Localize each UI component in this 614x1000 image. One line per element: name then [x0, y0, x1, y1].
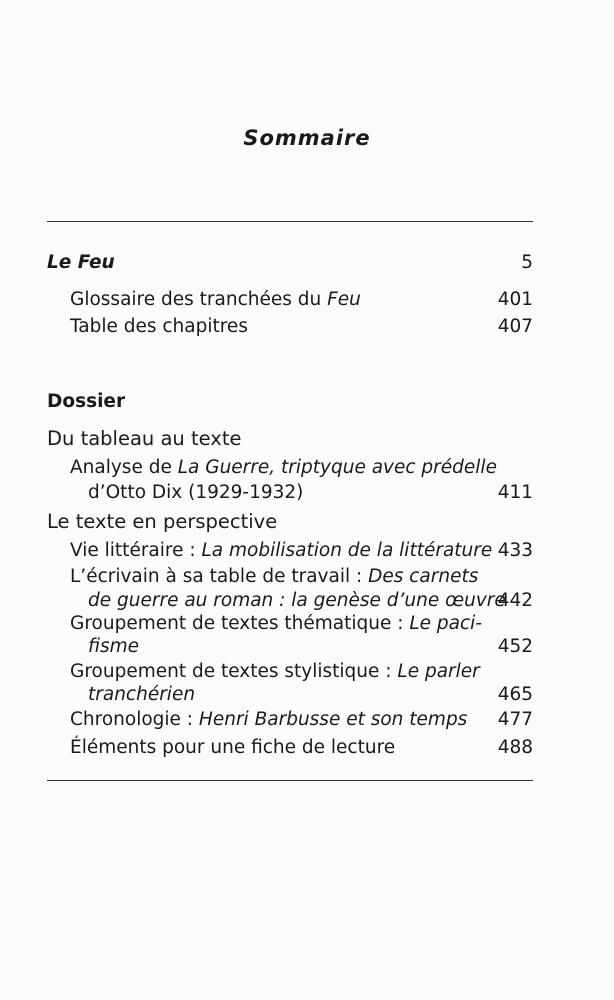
- toc-page: 407: [497, 316, 533, 337]
- toc-entry-stylistique-line2[interactable]: [47, 682, 533, 707]
- toc-entry-ecrivain-line2[interactable]: [47, 588, 533, 613]
- toc-page: 465: [497, 684, 533, 705]
- toc-label: Du tableau au texte: [47, 427, 242, 450]
- toc-entry-analyse-line2[interactable]: [47, 480, 533, 505]
- toc-label: Groupement de textes stylistique :: [70, 661, 398, 682]
- toc-entry-analyse[interactable]: [47, 455, 533, 480]
- toc-label: fisme: [88, 636, 139, 657]
- toc-entry-glossaire[interactable]: [47, 287, 533, 312]
- toc-page: 452: [497, 636, 533, 657]
- toc-entry-thematique[interactable]: [47, 611, 533, 636]
- toc-label-italic: Le paci-: [409, 613, 482, 634]
- toc-label: tranchérien: [88, 684, 196, 705]
- toc-entry-stylistique[interactable]: [47, 659, 533, 684]
- toc-entry-chronologie[interactable]: [47, 707, 533, 732]
- toc-label: de guerre au roman : la genèse d’une œuvre: [88, 590, 506, 611]
- top-divider: [47, 221, 533, 222]
- toc-label: Le Feu: [47, 252, 115, 273]
- toc-page: 411: [497, 482, 533, 503]
- bottom-divider: [47, 780, 533, 781]
- toc-label: d’Otto Dix (1929-1932): [88, 482, 304, 503]
- toc-entry-elements[interactable]: [47, 735, 533, 760]
- toc-label: Glossaire des tranchées du: [70, 289, 328, 310]
- toc-entry-thematique-line2[interactable]: [47, 634, 533, 659]
- toc-entry-le-feu[interactable]: [47, 250, 533, 275]
- page-title: Sommaire: [243, 126, 371, 150]
- toc-page: 401: [497, 289, 533, 310]
- toc-label-italic: Feu: [327, 289, 361, 310]
- toc-label: Analyse de: [70, 457, 178, 478]
- toc-section-perspective: [47, 509, 533, 534]
- toc-entry-ecrivain[interactable]: [47, 564, 533, 589]
- toc-label: Le texte en perspective: [47, 510, 278, 533]
- toc-label-italic: La mobilisation de la littérature: [201, 540, 493, 561]
- toc-page: 5: [521, 252, 533, 273]
- toc-label: Groupement de textes thématique :: [70, 613, 410, 634]
- toc-page: 488: [497, 737, 533, 758]
- toc-section-tableau: [47, 426, 533, 451]
- toc-label: Vie littéraire :: [70, 540, 202, 561]
- toc-label: Éléments pour une fiche de lecture: [70, 737, 396, 758]
- toc-label-italic: La Guerre, triptyque avec prédelle: [177, 457, 497, 478]
- toc-label-italic: Le parler: [397, 661, 480, 682]
- toc-label: Dossier: [47, 391, 126, 412]
- toc-entry-vie-litteraire[interactable]: [47, 538, 533, 563]
- toc-label-italic: Henri Barbusse et son temps: [198, 709, 468, 730]
- toc-page: 433: [497, 540, 533, 561]
- toc-label: L’écrivain à sa table de travail :: [70, 566, 369, 587]
- toc-label-italic: Des carnets: [368, 566, 479, 587]
- toc-entry-table-chapitres[interactable]: [47, 314, 533, 339]
- toc-label: Table des chapitres: [70, 316, 248, 337]
- toc-label: Chronologie :: [70, 709, 199, 730]
- toc-page: 442: [497, 590, 533, 611]
- toc-section-dossier: [47, 389, 533, 414]
- toc-page: 477: [497, 709, 533, 730]
